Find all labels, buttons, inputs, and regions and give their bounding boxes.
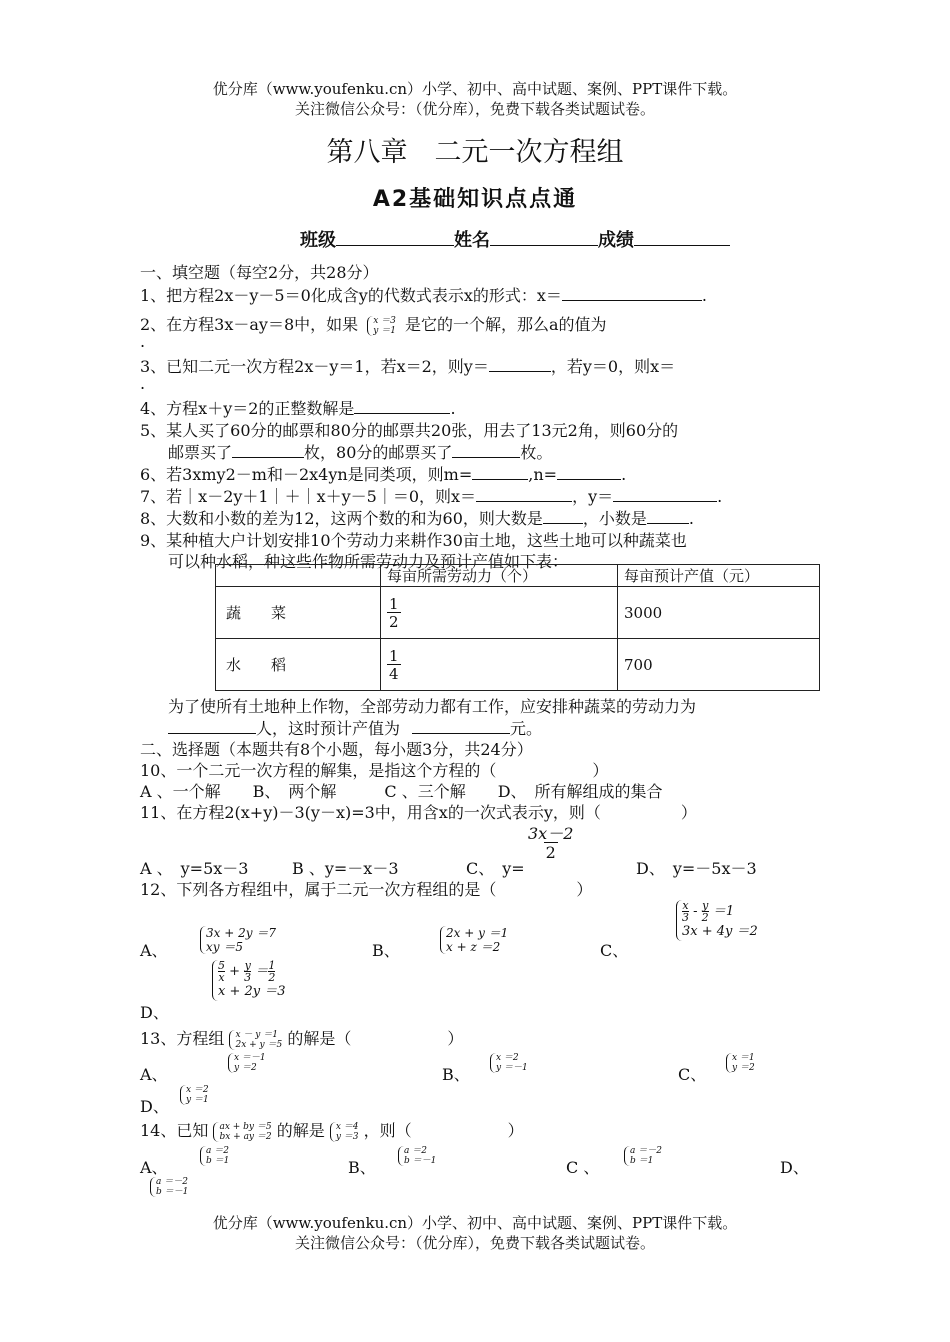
table-cell-crop: 水 稻 (216, 639, 381, 691)
q13-option-a-system: x ＝－1 y ＝2 (228, 1052, 266, 1073)
q7-blank-x[interactable] (476, 500, 572, 502)
q4-blank[interactable] (354, 412, 450, 414)
q14-option-b-system: a ＝2 b ＝－1 (398, 1145, 436, 1166)
footer-line-2: 关注微信公众号：（优分库），免费下载各类试题试卷。 (294, 1234, 655, 1252)
q12-option-d-system: $\frac{5}{x}$ + $\frac{y}{3}$ ＝ $\frac{1}{2}$ x + 2y ＝3 (212, 960, 286, 1001)
q9-blank-people[interactable] (168, 732, 256, 734)
q11-option-d: D、 y=－5x－3 (636, 859, 757, 878)
crop-table (215, 564, 820, 691)
q14-option-d-system: a ＝－2 b ＝－1 (150, 1176, 188, 1197)
question-10-options: A 、一个解 B、 两个解 C 、三个解 D、 所有解组成的集合 (140, 782, 663, 801)
footer-line-1: 优分库（www.youfenku.cn）小学、初中、高中试题、案例、PPT课件下载。 (212, 1214, 738, 1232)
q6-blank-m[interactable] (472, 478, 528, 480)
class-blank[interactable] (336, 244, 454, 246)
question-3: 3、已知二元一次方程2x－y＝1，若x＝2，则y＝ ，若y＝0，则x＝ (140, 357, 676, 376)
q12-option-b-label: B、 (372, 941, 400, 960)
q5-blank-60[interactable] (232, 456, 304, 458)
q12-option-a-system: 3x + 2y ＝7 xy ＝5 (200, 926, 276, 954)
header-line-1: 优分库（www.youfenku.cn）小学、初中、高中试题、案例、PPT课件下载。 (212, 80, 738, 98)
question-11: 11、在方程2(x+y)－3(y－x)=3中，用含x的一次式表示y，则（ ） (140, 803, 697, 822)
q9-blank-value[interactable] (412, 732, 510, 734)
question-2: 2、在方程3x－ay＝8中，如果 x ＝3 y ＝1 是它的一个解，那么a的值为 (140, 315, 607, 336)
q14-option-c-label: C 、 (566, 1158, 600, 1177)
question-5-line2: 邮票买了 枚，80分的邮票买了 枚。 (168, 443, 553, 462)
table-row (216, 587, 820, 639)
class-label: 班级 (300, 230, 336, 251)
q13-option-a-label: A、 (140, 1065, 168, 1084)
question-6: 6、若3xmy2－m和－2x4yn是同类项，则m= ,n= . (140, 465, 627, 484)
q13-option-d-label: D、 (140, 1097, 169, 1116)
table-header-cell (216, 565, 381, 587)
section2-heading: 二、选择题（本题共有8个小题，每小题3分，共24分） (140, 740, 533, 759)
question-5-line1: 5、某人买了60分的邮票和80分的邮票共20张，用去了13元2角，则60分的 (140, 421, 679, 440)
question-9-line2: 可以种水稻，种这些作物所需劳动力及预计产值如下表： (168, 552, 569, 571)
subtitle: A2基础知识点点通 (372, 187, 578, 212)
question-7: 7、若｜x－2y＋1｜＋｜x＋y－5｜＝0，则x＝ ，y＝ . (140, 487, 723, 506)
labor-fraction: $\frac{1}{2}$ (389, 595, 399, 631)
score-blank[interactable] (634, 244, 730, 246)
q7-blank-y[interactable] (613, 500, 717, 502)
q13-option-b-system: x ＝2 y ＝－1 (490, 1052, 528, 1073)
q2-system: x ＝3 y ＝1 (367, 316, 396, 336)
labor-fraction: $\frac{1}{4}$ (389, 647, 399, 683)
q14-option-a-system: a ＝2 b ＝1 (200, 1145, 229, 1166)
q12-option-c-label: C、 (600, 941, 629, 960)
name-blank[interactable] (490, 244, 598, 246)
score-label: 成绩 (598, 230, 634, 251)
q11-option-c-fraction: $\frac{3x-2}{2}$ (528, 824, 574, 862)
table-header-cell: 每亩所需劳动力（个） (381, 565, 618, 587)
q11-option-c: C、 y= (466, 859, 525, 878)
question-12: 12、下列各方程组中，属于二元一次方程组的是（ ） (140, 880, 593, 899)
question-13: 13、方程组 x － y ＝1 2x + y ＝5 的解是（ ） (140, 1029, 464, 1050)
section1-heading: 一、填空题（每空2分，共28分） (140, 263, 379, 282)
question-9-line3: 为了使所有土地种上作物，全部劳动力都有工作，应安排种蔬菜的劳动力为 (168, 697, 697, 716)
student-info (300, 226, 730, 252)
q14-option-c-system: a ＝－2 b ＝1 (624, 1145, 662, 1166)
q12-option-d-label: D、 (140, 1003, 169, 1022)
question-1: 1、把方程2x－y－5＝0化成含y的代数式表示x的形式：x＝ . (140, 286, 707, 305)
page-title: 第八章 二元一次方程组 (326, 137, 624, 168)
table-cell-labor (381, 587, 618, 639)
header-line-2: 关注微信公众号：（优分库），免费下载各类试题试卷。 (294, 100, 655, 118)
q14-option-a-label: A、 (140, 1158, 168, 1177)
question-9-line1: 9、某种植大户计划安排10个劳动力来耕作30亩土地，这些土地可以种蔬菜也 (140, 531, 687, 550)
q13-option-b-label: B、 (442, 1065, 470, 1084)
q14-option-b-label: B、 (348, 1158, 376, 1177)
q11-option-b: B 、y=－x－3 (292, 859, 399, 878)
q12-option-b-system: 2x + y ＝1 x + z ＝2 (440, 926, 508, 954)
table-cell-value: 3000 (618, 587, 820, 639)
question-10: 10、一个二元一次方程的解集，是指这个方程的（ ） (140, 761, 609, 780)
table-row (216, 639, 820, 691)
q14-option-d-label: D、 (780, 1158, 809, 1177)
question-4: 4、方程x＋y＝2的正整数解是 . (140, 399, 456, 418)
q3-dot: . (140, 374, 146, 393)
question-14: 14、已知 ax + by ＝5 bx + ay ＝2 的解是 x ＝4 y ＝3 ，则（ ） (140, 1121, 524, 1142)
q13-option-c-label: C、 (678, 1065, 707, 1084)
table-header-cell: 每亩预计产值（元） (618, 565, 820, 587)
q11-option-a: A 、 y=5x－3 (140, 859, 249, 878)
name-label: 姓名 (454, 230, 490, 251)
q14-system: ax + by ＝5 bx + ay ＝2 (213, 1122, 271, 1142)
q1-blank[interactable] (562, 299, 702, 301)
question-9-line4: 人，这时预计产值为 元。 (168, 716, 542, 739)
q13-option-d-system: x ＝2 y ＝1 (180, 1084, 209, 1105)
q12-option-a-label: A、 (140, 941, 168, 960)
q6-blank-n[interactable] (557, 478, 621, 480)
q8-blank-small[interactable] (647, 522, 689, 524)
table-cell-value: 700 (618, 639, 820, 691)
q8-blank-big[interactable] (543, 522, 583, 524)
q13-system: x － y ＝1 2x + y ＝5 (229, 1030, 282, 1050)
table-header-row (216, 565, 820, 587)
table-cell-crop: 蔬 菜 (216, 587, 381, 639)
q2-dot: . (140, 332, 146, 351)
q14-solution: x ＝4 y ＝3 (330, 1122, 359, 1142)
q3-blank-y[interactable] (489, 370, 551, 372)
q12-option-c-system: $\frac{x}{3}$ - $\frac{y}{2}$ ＝1 3x + 4y ＝2 (676, 900, 758, 941)
q5-blank-80[interactable] (452, 456, 520, 458)
table-cell-labor (381, 639, 618, 691)
q13-option-c-system: x ＝1 y ＝2 (726, 1052, 755, 1073)
question-8: 8、大数和小数的差为12，这两个数的和为60，则大数是 ，小数是 . (140, 509, 695, 528)
